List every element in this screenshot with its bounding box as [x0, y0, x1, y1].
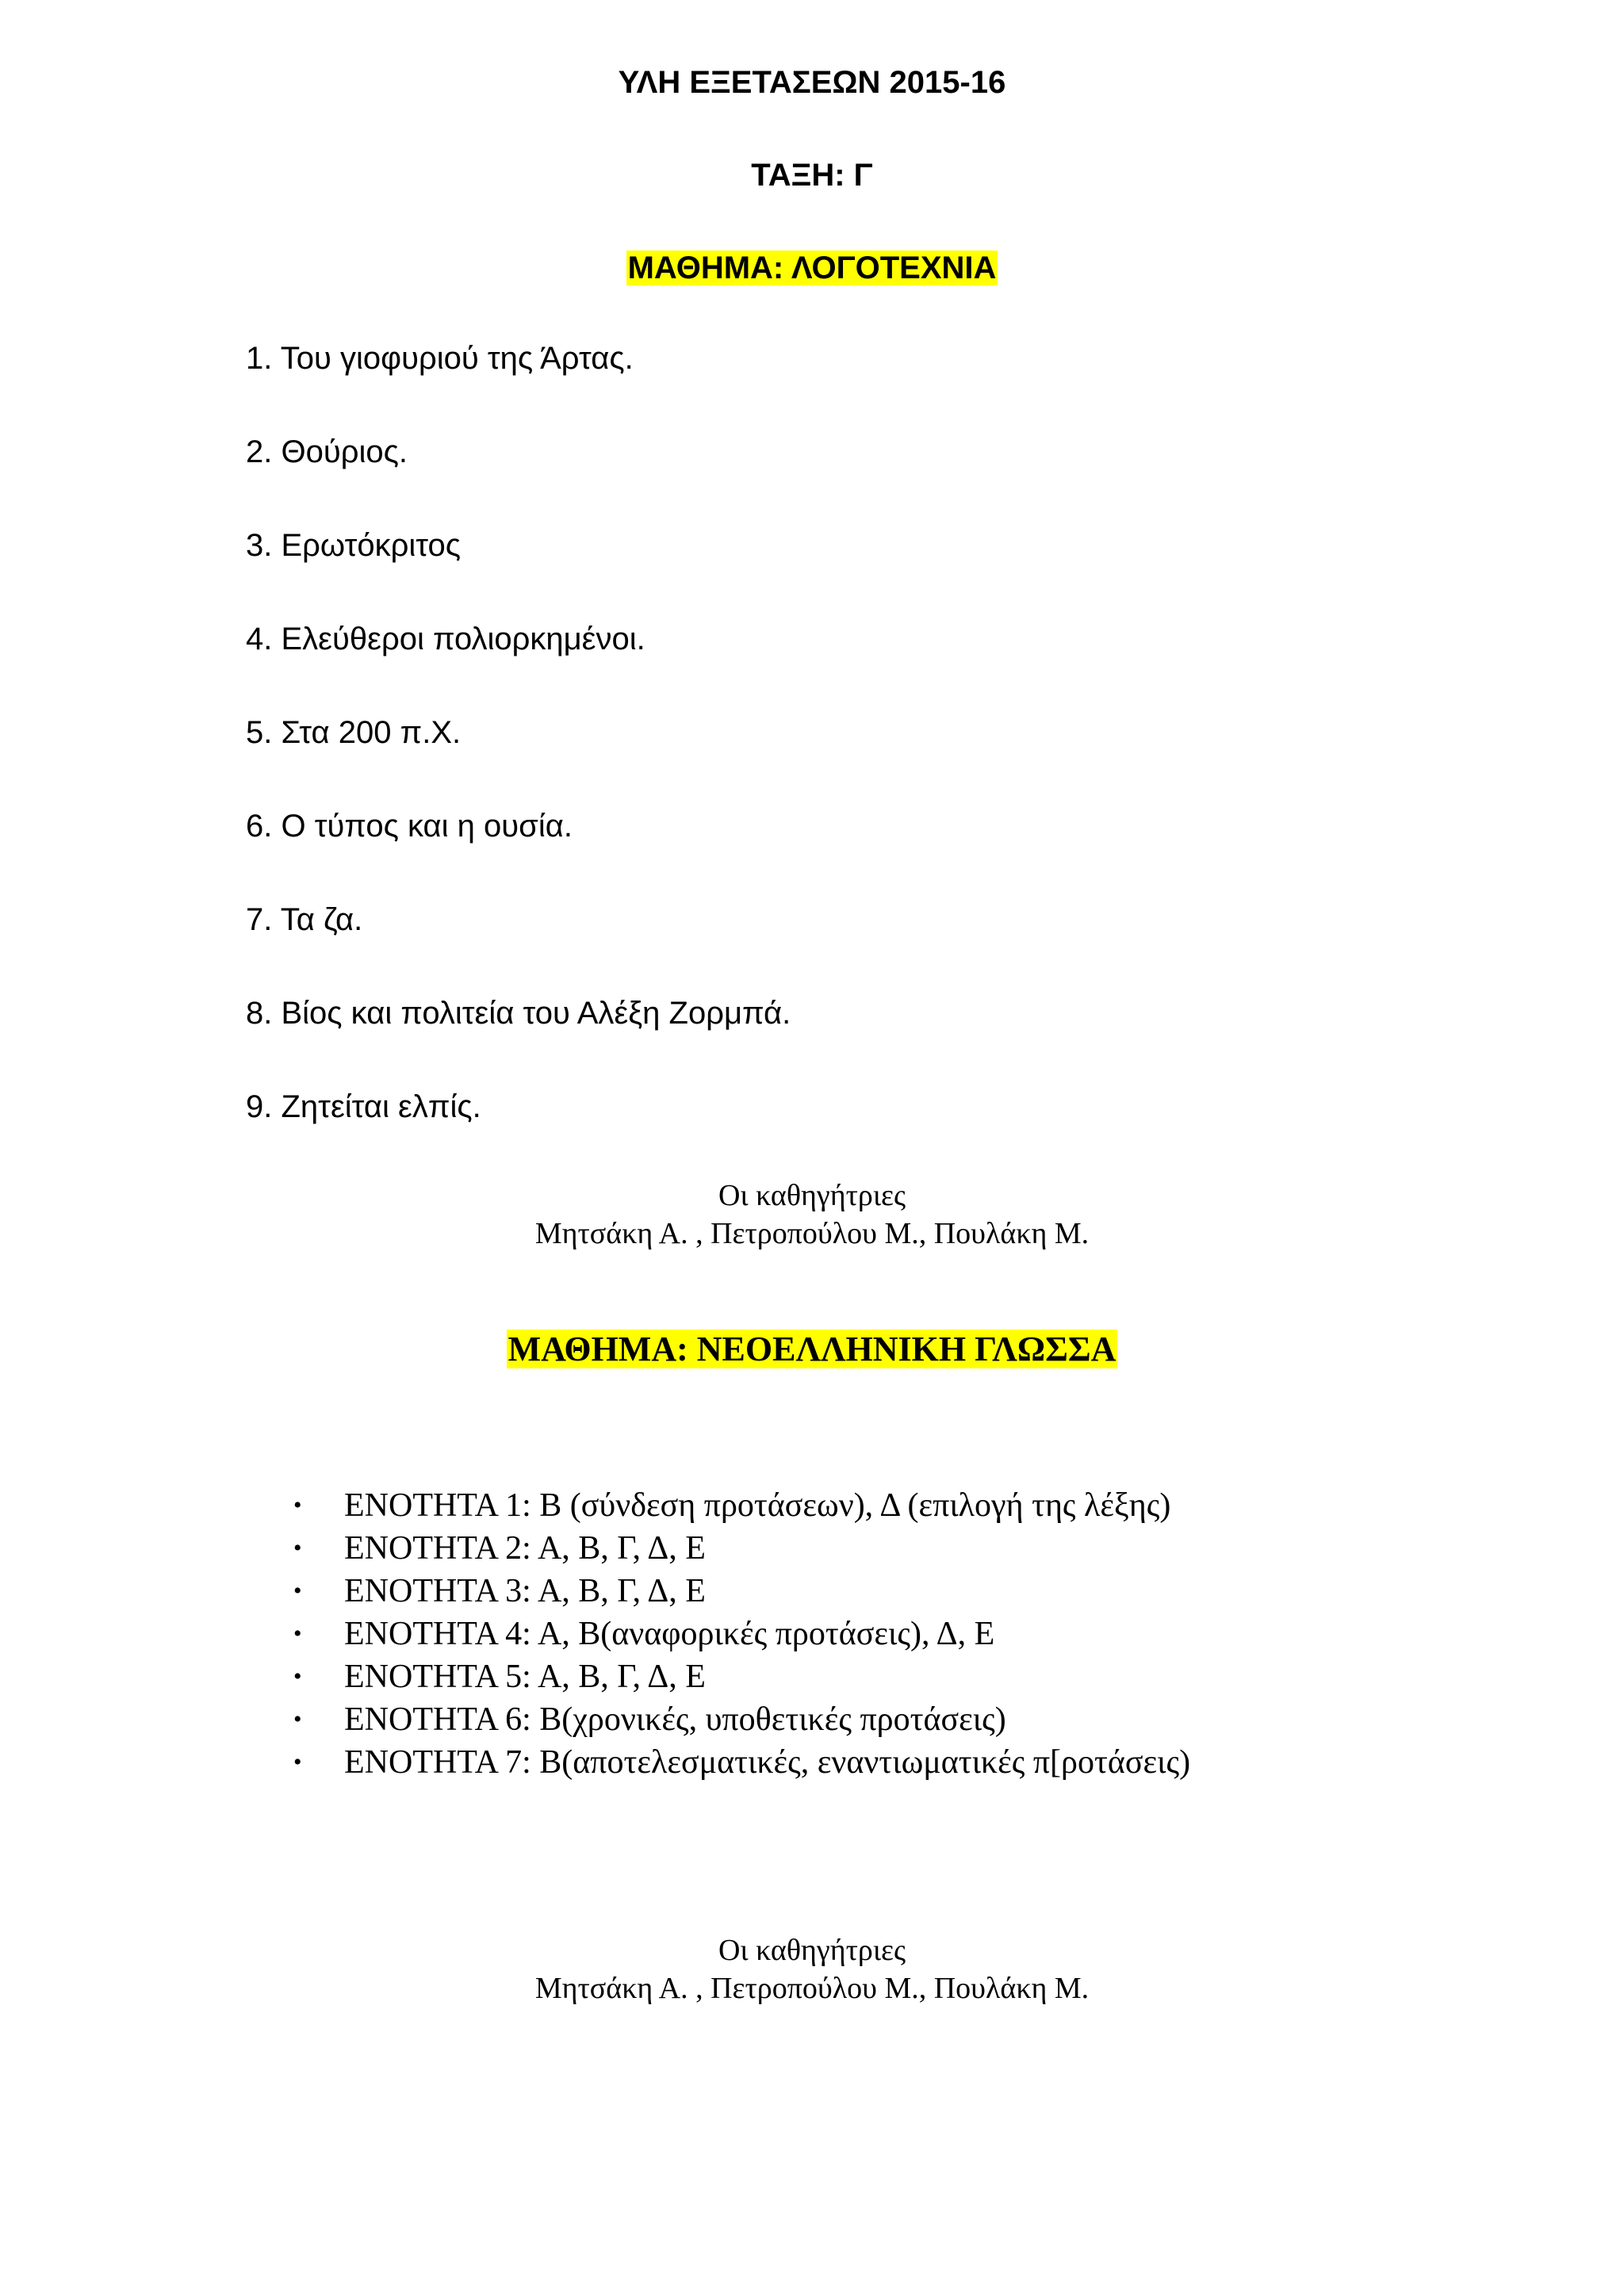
- literature-signature-names: Μητσάκη Α. , Πετροπούλου Μ., Πουλάκη Μ.: [534, 1217, 1090, 1250]
- list-item: • ΕΝΟΤΗΤΑ 2: Α, Β, Γ, Δ, Ε: [293, 1527, 1190, 1570]
- bullet-icon: •: [293, 1749, 302, 1775]
- literature-list: [246, 339, 791, 1181]
- bullet-icon: •: [293, 1578, 302, 1604]
- bullet-icon: •: [293, 1663, 302, 1689]
- bullet-icon: •: [293, 1621, 302, 1647]
- language-heading-text: ΜΑΘΗΜΑ: ΝΕΟΕΛΛΗΝΙΚΗ ΓΛΩΣΣΑ: [508, 1330, 1116, 1368]
- bullet-icon: •: [293, 1535, 302, 1561]
- list-item: • ΕΝΟΤΗΤΑ 7: Β(αποτελεσματικές, εναντιωματικές π[ροτάσεις): [293, 1741, 1190, 1784]
- language-heading: [0, 1328, 1624, 1371]
- list-item: 4. Ελεύθεροι πολιορκημένοι.: [246, 622, 645, 656]
- list-item: 2. Θούριος.: [246, 434, 408, 469]
- list-item: 1. Του γιοφυριού της Άρτας.: [246, 341, 634, 376]
- list-item: • ΕΝΟΤΗΤΑ 1: Β (σύνδεση προτάσεων), Δ (επιλογή της λέξης): [293, 1484, 1190, 1527]
- list-item: • ΕΝΟΤΗΤΑ 3: Α, Β, Γ, Δ, Ε: [293, 1570, 1190, 1613]
- list-item: 9. Ζητείται ελπίς.: [246, 1089, 481, 1124]
- list-item: 6. Ο τύπος και η ουσία.: [246, 809, 573, 844]
- document-title: ΥΛΗ ΕΞΕΤΑΣΕΩΝ 2015-16: [618, 65, 1006, 100]
- list-item: 8. Βίος και πολιτεία του Αλέξη Ζορμπά.: [246, 996, 791, 1031]
- list-item: 7. Τα ζα.: [246, 902, 363, 937]
- literature-signature-title: Οι καθηγήτριες: [718, 1179, 906, 1212]
- literature-heading-text: ΜΑΘΗΜΑ: ΛΟΓΟΤΕΧΝΙΑ: [627, 251, 997, 285]
- language-signature-title: Οι καθηγήτριες: [718, 1934, 906, 1967]
- language-units-list: [293, 1484, 1190, 1784]
- bullet-icon: •: [293, 1706, 302, 1732]
- list-item: • ΕΝΟΤΗΤΑ 5: Α, Β, Γ, Δ, Ε: [293, 1655, 1190, 1698]
- list-item: • ΕΝΟΤΗΤΑ 6: Β(χρονικές, υποθετικές προτάσεις): [293, 1698, 1190, 1741]
- list-item: 5. Στα 200 π.Χ.: [246, 715, 462, 750]
- list-item: • ΕΝΟΤΗΤΑ 4: Α, Β(αναφορικές προτάσεις), Δ, Ε: [293, 1613, 1190, 1655]
- language-signature-names: Μητσάκη Α. , Πετροπούλου Μ., Πουλάκη Μ.: [534, 1972, 1090, 2005]
- list-item: 3. Ερωτόκριτος: [246, 528, 462, 563]
- class-line: ΤΑΞΗ: Γ: [751, 158, 873, 193]
- literature-heading: [0, 249, 1624, 287]
- bullet-icon: •: [293, 1492, 302, 1518]
